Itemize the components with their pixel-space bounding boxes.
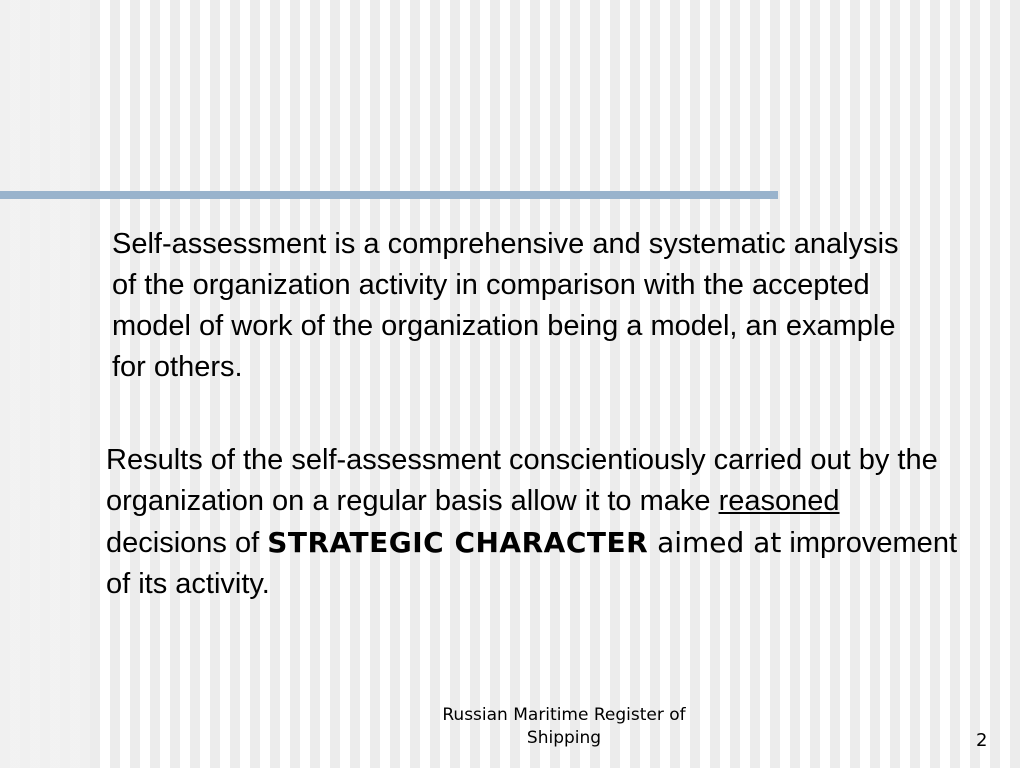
footer-line-2: Shipping bbox=[526, 728, 602, 748]
reasoned-underlined-word: reasoned bbox=[718, 485, 840, 517]
results-text-start: Results of the self-assessment conscientiously carried out by the organization on a regular basis allow it to make bbox=[106, 444, 938, 517]
footer-line-1: Russian Maritime Register of bbox=[442, 705, 686, 725]
results-text-end: improvement of its activity. bbox=[106, 527, 957, 600]
results-paragraph bbox=[106, 440, 966, 605]
results-text-middle: decisions of bbox=[106, 527, 268, 559]
header-divider-bar bbox=[0, 191, 778, 199]
strategic-character-emphasis: STRATEGIC CHARACTER bbox=[267, 526, 649, 559]
aimed-at-text: aimed at bbox=[648, 526, 782, 559]
definition-paragraph: Self-assessment is a comprehensive and systematic analysis of the organization activity in comparison with the accepted model of work of the organization being a model, an example for others. bbox=[112, 228, 899, 383]
slide-footer bbox=[404, 704, 724, 750]
page-number: 2 bbox=[976, 730, 988, 751]
background-stripes bbox=[0, 0, 90, 768]
